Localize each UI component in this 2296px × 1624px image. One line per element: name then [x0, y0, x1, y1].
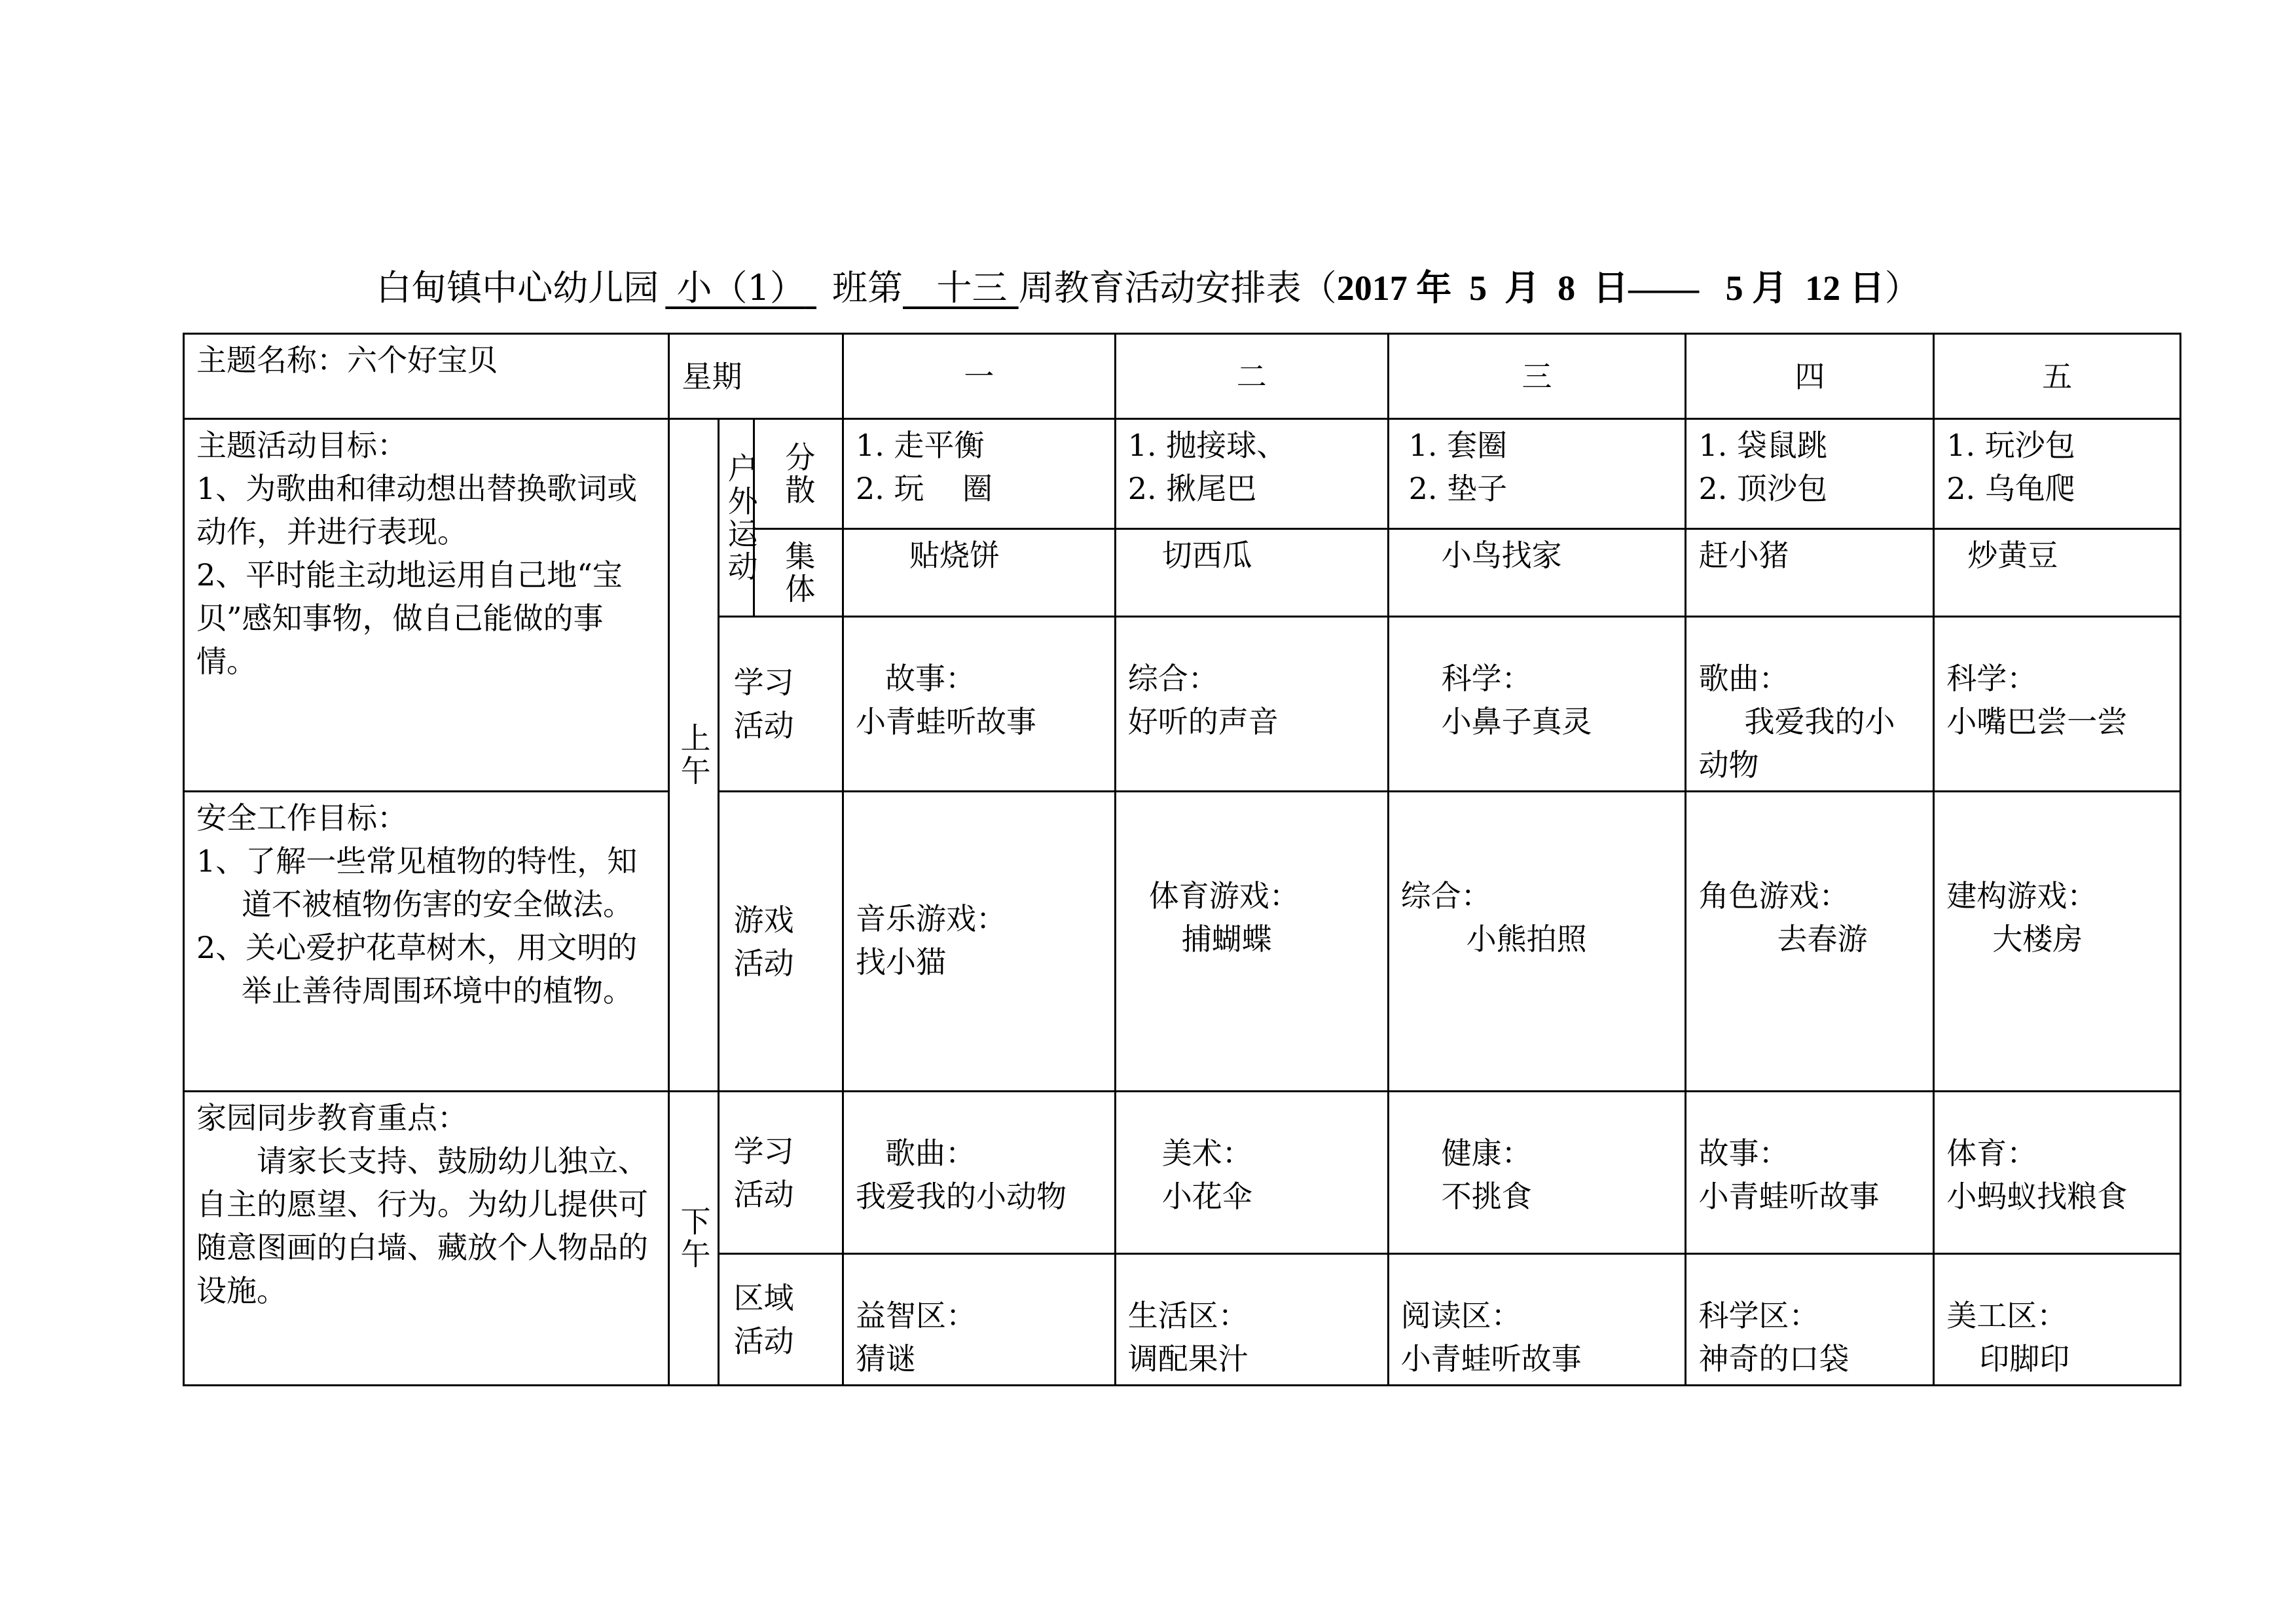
schedule-table: [183, 333, 2181, 1386]
game-day-2: 体育游戏： 捕蝴蝶: [1115, 792, 1388, 1092]
theme-goal-label: 主题活动目标：: [196, 428, 407, 463]
zones-label: 区域活动: [718, 1254, 843, 1386]
morning-label: 上午: [669, 419, 718, 1092]
study-day-1: 故事： 小青蛙听故事: [843, 617, 1115, 792]
outdoor-scattered-row: [184, 419, 2181, 529]
zone-day-2: 生活区： 调配果汁: [1115, 1254, 1388, 1386]
zone-day-5: 美工区： 印脚印: [1934, 1254, 2181, 1386]
weekday-label: 星期: [669, 334, 843, 419]
game-day-4: 角色游戏： 去春游: [1686, 792, 1934, 1092]
game-day-1: 音乐游戏： 找小猫: [843, 792, 1115, 1092]
study-day-4: 歌曲： 我爱我的小动物: [1686, 617, 1934, 792]
scattered-day-1: 1. 走平衡 2. 玩 圈: [843, 419, 1115, 529]
group-day-4: 赶小猪: [1686, 529, 1934, 617]
afternoon-study-label: 学习活动: [718, 1092, 843, 1254]
day-1: 一: [843, 334, 1115, 419]
theme-name-cell: 主题名称：六个好宝贝: [184, 334, 669, 419]
date-range: 2017 年 5 月 8 日—— 5 月 12 日: [1336, 268, 1885, 308]
day-3: 三: [1388, 334, 1686, 419]
scattered-day-4: 1. 袋鼠跳 2. 顶沙包: [1686, 419, 1934, 529]
theme-goals-cell: [184, 419, 669, 792]
day-4: 四: [1686, 334, 1934, 419]
group-label: 集体: [754, 529, 843, 617]
title-part3: 周教育活动安排表（: [1018, 267, 1337, 308]
afternoon-study-day-5: 体育： 小蚂蚁找粮食: [1934, 1092, 2181, 1254]
home-text: 请家长支持、鼓励幼儿独立、自主的愿望、行为。为幼儿提供可随意图画的白墙、藏放个人物品的设施。: [196, 1143, 648, 1308]
study-day-2: 综合： 好听的声音: [1115, 617, 1388, 792]
group-day-2: 切西瓜: [1115, 529, 1388, 617]
class-name: 小（1）: [676, 267, 805, 308]
page-title: [0, 261, 2296, 316]
day-2: 二: [1115, 334, 1388, 419]
games-row: [184, 792, 2181, 1092]
study-day-5: 科学： 小嘴巴尝一尝: [1934, 617, 2181, 792]
group-day-5: 炒黄豆: [1934, 529, 2181, 617]
scattered-day-3: 1. 套圈 2. 垫子: [1388, 419, 1686, 529]
theme-name: 六个好宝贝: [347, 342, 498, 378]
study-day-3: 科学： 小鼻子真灵: [1388, 617, 1686, 792]
afternoon-study-day-1: 歌曲： 我爱我的小动物: [843, 1092, 1115, 1254]
games-label: 游戏活动: [718, 792, 843, 1092]
zone-day-4: 科学区： 神奇的口袋: [1686, 1254, 1934, 1386]
group-day-3: 小鸟找家: [1388, 529, 1686, 617]
header-row: [184, 334, 2181, 419]
safety-goals-cell: [184, 792, 669, 1092]
zone-day-1: 益智区： 猜谜: [843, 1254, 1115, 1386]
week-number: 十三: [936, 267, 1008, 308]
scattered-label: 分散: [754, 419, 843, 529]
outdoor-label: 户外运动: [718, 419, 754, 617]
zone-day-3: 阅读区： 小青蛙听故事: [1388, 1254, 1686, 1386]
scattered-day-5: 1. 玩沙包 2. 乌龟爬: [1934, 419, 2181, 529]
home-cell: [184, 1092, 669, 1386]
safety-goal-2: 2、关心爱护花草树木，用文明的举止善待周围环境中的植物。: [196, 930, 638, 1008]
morning-study-label: 学习活动: [718, 617, 843, 792]
day-5: 五: [1934, 334, 2181, 419]
afternoon-study-day-2: 美术： 小花伞: [1115, 1092, 1388, 1254]
theme-goal-2: 2、平时能主动地运用自己地“宝贝”感知事物，做自己能做的事情。: [196, 557, 623, 679]
afternoon-study-row: [184, 1092, 2181, 1254]
afternoon-study-day-3: 健康： 不挑食: [1388, 1092, 1686, 1254]
afternoon-study-day-4: 故事： 小青蛙听故事: [1686, 1092, 1934, 1254]
title-part2: 班第: [832, 267, 903, 308]
group-day-1: 贴烧饼: [843, 529, 1115, 617]
home-label: 家园同步教育重点：: [196, 1100, 467, 1135]
game-day-3: 综合： 小熊拍照: [1388, 792, 1686, 1092]
theme-goal-1: 1、为歌曲和律动想出替换歌词或动作，并进行表现。: [196, 471, 638, 549]
title-part4: ）: [1884, 267, 1920, 308]
afternoon-label: 下午: [669, 1092, 718, 1386]
safety-goal-1: 1、了解一些常见植物的特性，知道不被植物伤害的安全做法。: [196, 843, 638, 922]
game-day-5: 建构游戏： 大楼房: [1934, 792, 2181, 1092]
scattered-day-2: 1. 抛接球、 2. 揪尾巴: [1115, 419, 1388, 529]
title-part1: 白甸镇中心幼儿园: [376, 267, 659, 308]
safety-label: 安全工作目标：: [196, 800, 407, 836]
